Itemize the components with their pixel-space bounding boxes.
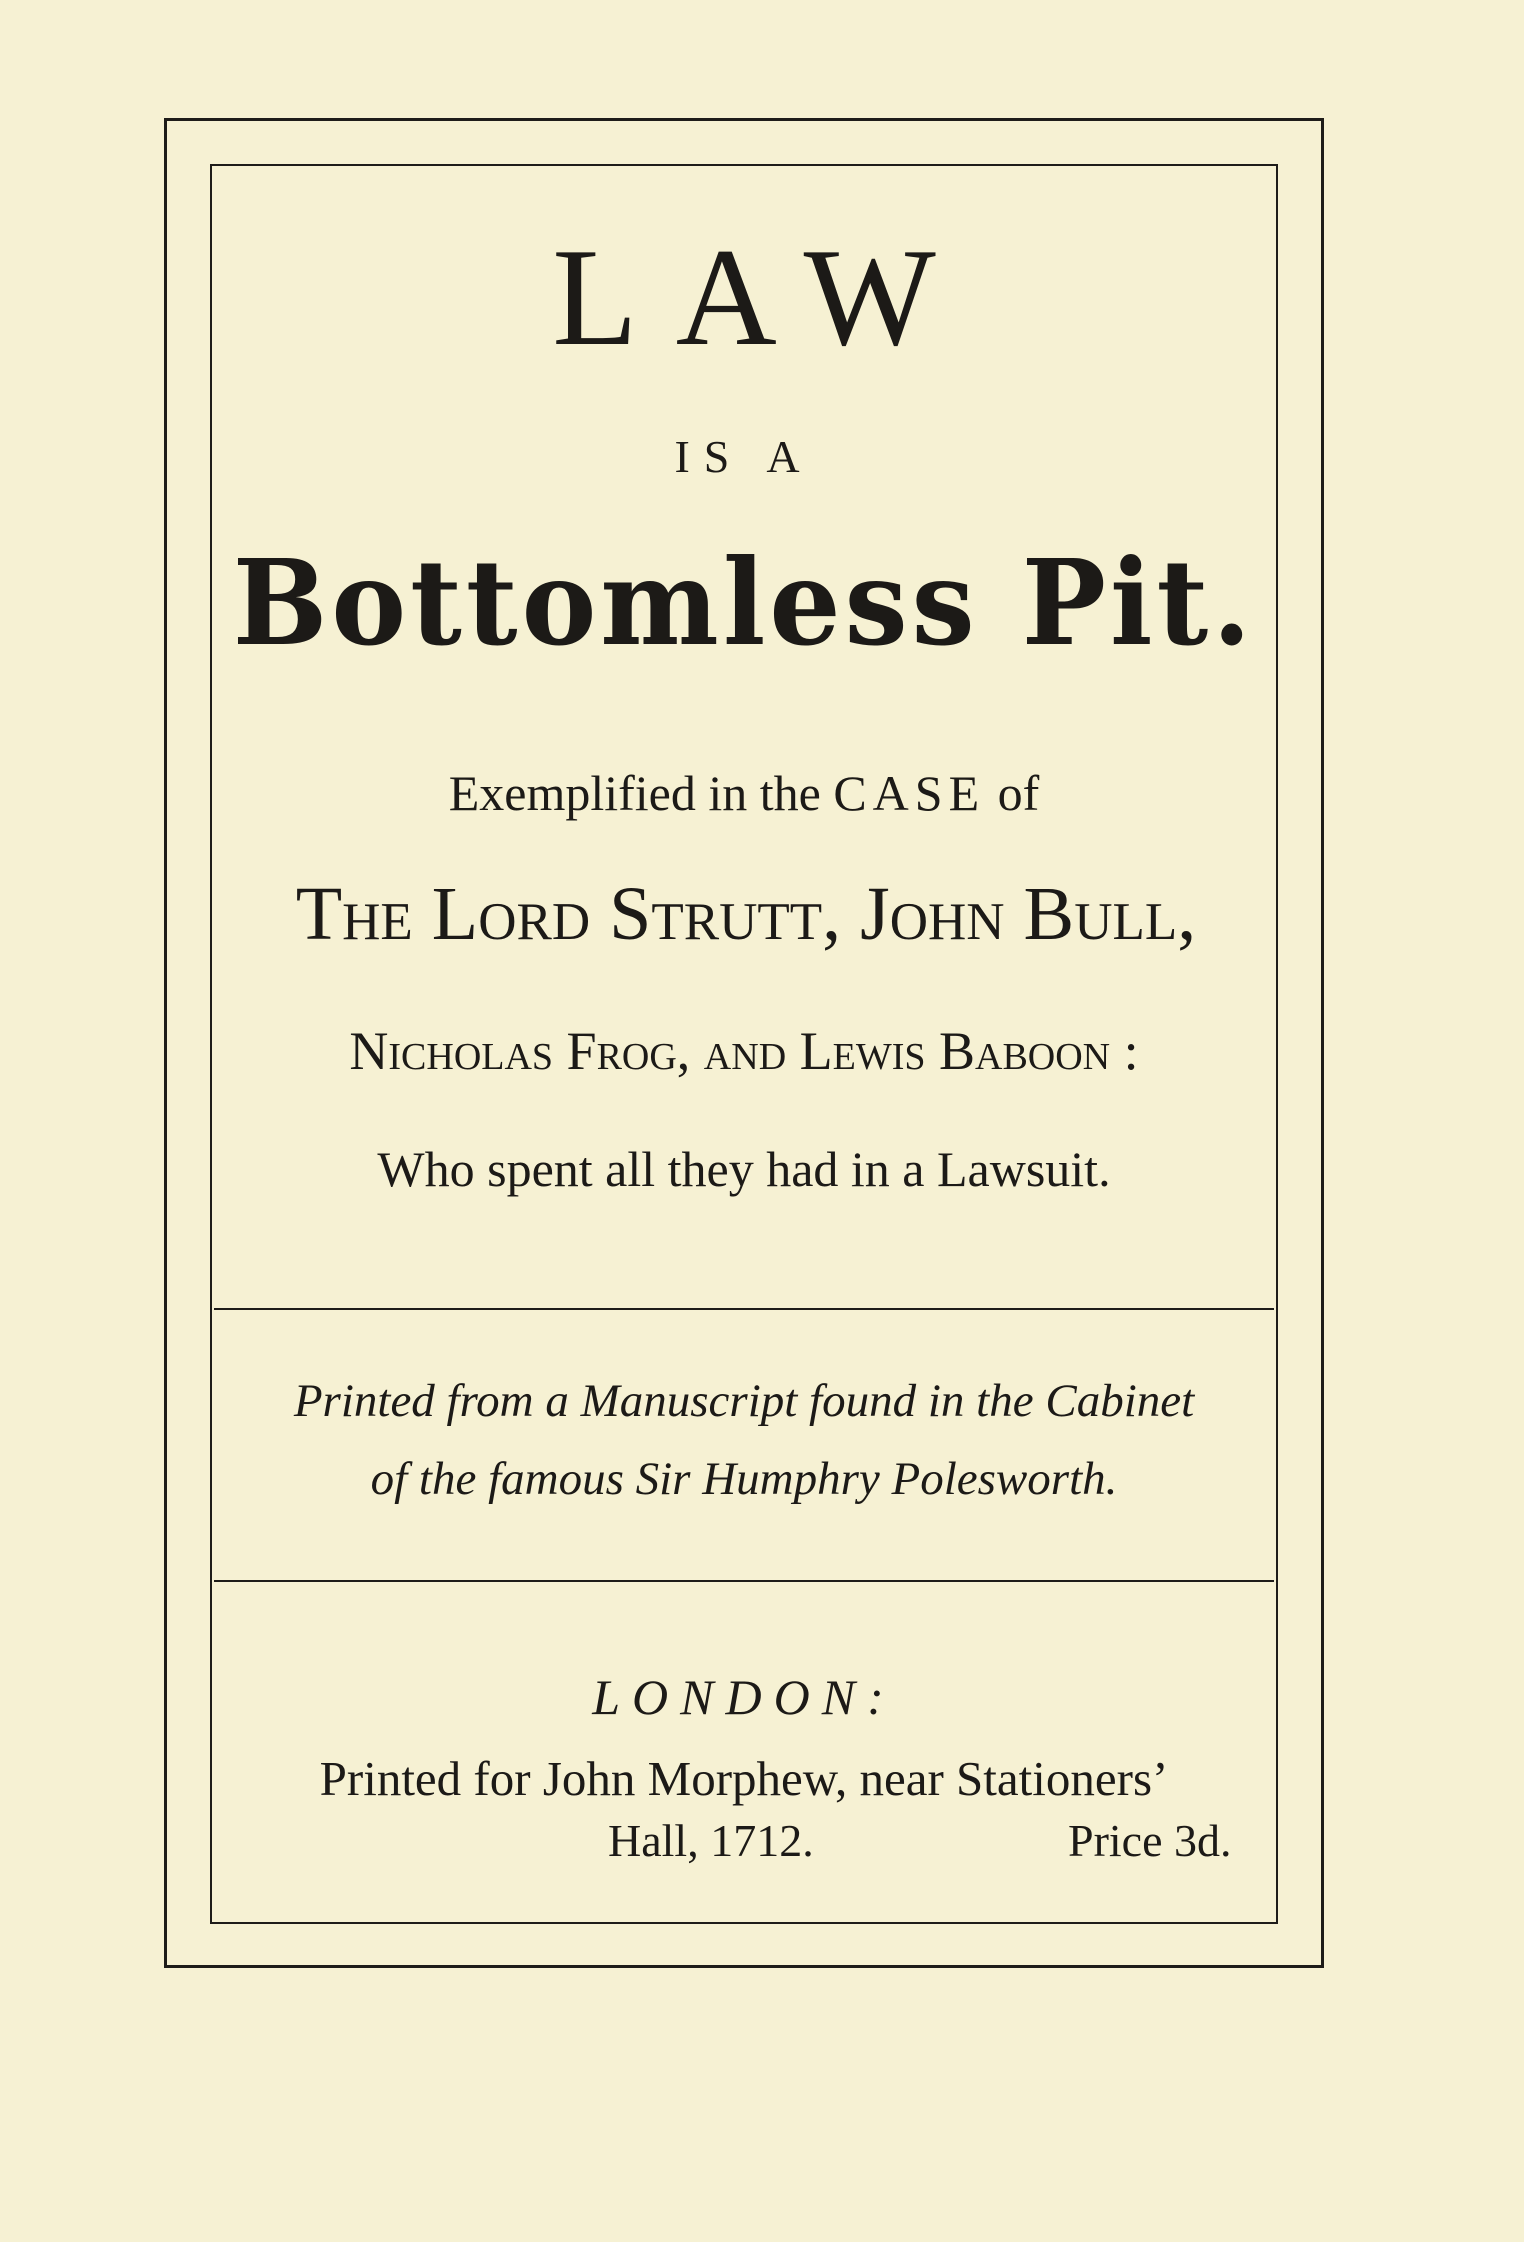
exemplified-prefix: Exemplified in the: [448, 765, 821, 821]
title-law: LAW: [552, 220, 974, 375]
imprint-place: LONDON:: [592, 1669, 896, 1725]
exemplified-line: [210, 765, 1278, 821]
source-line-1: Printed from a Manuscript found in the Cabinet: [293, 1375, 1195, 1427]
lawsuit-line: Who spent all they had in a Lawsuit.: [377, 1141, 1111, 1197]
title-is-a: IS A: [674, 431, 814, 482]
divider-rule-upper: [214, 1308, 1274, 1310]
divider-rule-lower: [214, 1580, 1274, 1582]
persons-line-2: Nicholas Frog, and Lewis Baboon :: [349, 1021, 1139, 1081]
source-line-2: of the famous Sir Humphry Polesworth.: [370, 1453, 1118, 1505]
imprint-printer-line: Printed for John Morphew, near Stationers’: [319, 1751, 1169, 1806]
exemplified-suffix: of: [997, 765, 1040, 821]
persons-line-1: The Lord Strutt, John Bull,: [295, 872, 1197, 956]
imprint-price: Price 3d.: [1068, 1815, 1232, 1866]
title-bottomless-pit: Bottomless Pit.: [232, 534, 1256, 673]
exemplified-case: CASE: [833, 765, 986, 821]
imprint-date-line: Hall, 1712.: [608, 1815, 814, 1866]
